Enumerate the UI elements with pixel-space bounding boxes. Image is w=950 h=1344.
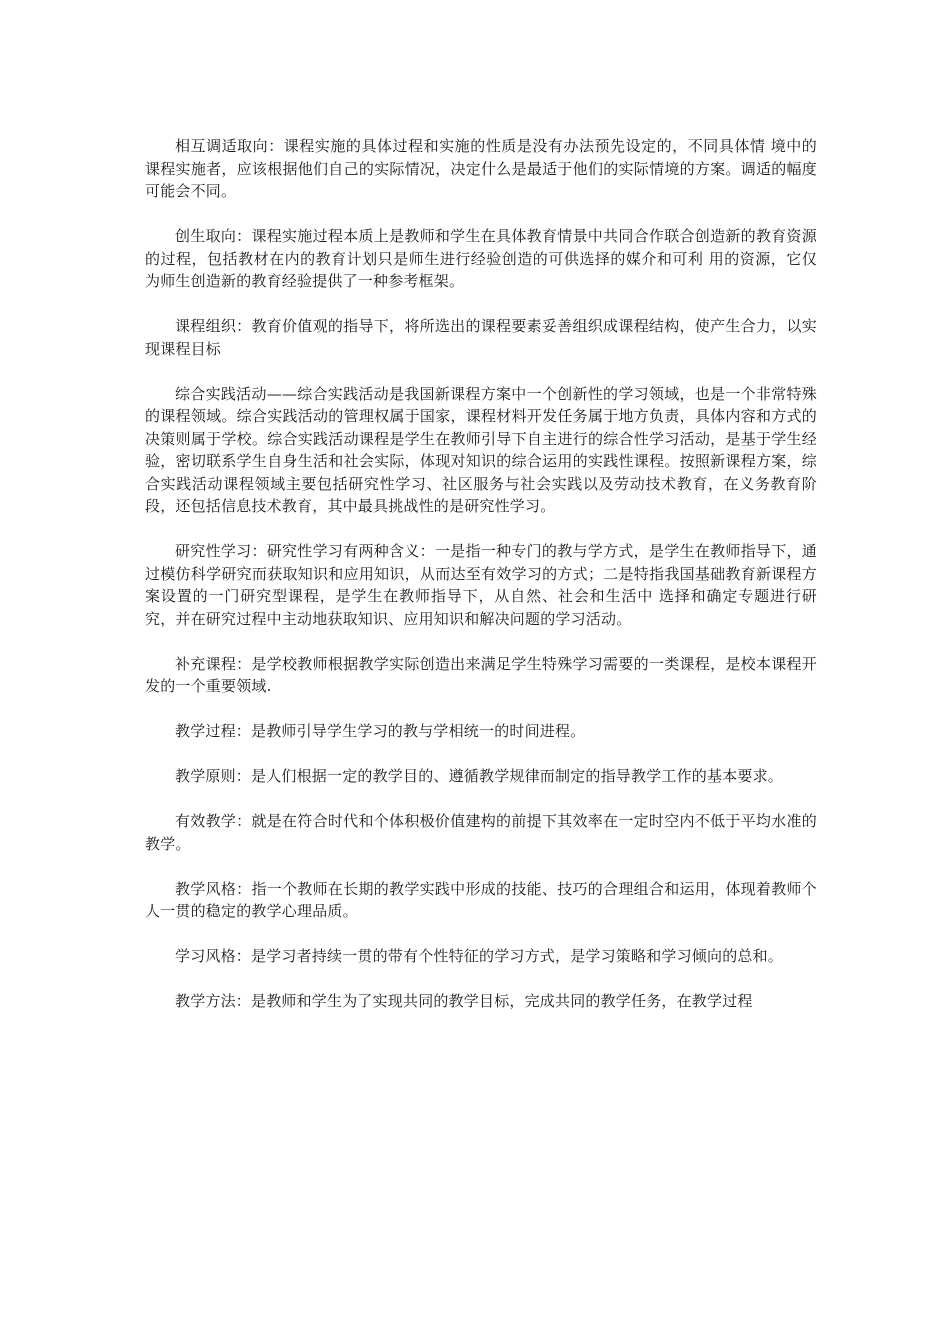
paragraph-mutual-adaptation: 相互调适取向：课程实施的具体过程和实施的性质是没有办法预先设定的，不同具体情 境中的课程实施者，应该根据他们自己的实际情况，决定什么是最适于他们的实际情境的方案。调适的幅度可能会不同。 — [145, 137, 817, 200]
paragraph-teaching-principles: 教学原则：是人们根据一定的教学目的、遵循教学规律而制定的指导教学工作的基本要求。 — [175, 767, 784, 785]
paragraph-teaching-methods: 教学方法：是教师和学生为了实现共同的教学目标，完成共同的教学任务，在教学过程 — [175, 992, 753, 1010]
document-body — [145, 135, 817, 1035]
paragraph-supplementary-curriculum: 补充课程：是学校教师根据教学实际创造出来满足学生特殊学习需要的一类课程，是校本课程开发的一个重要领域. — [145, 654, 817, 695]
paragraph-effective-teaching: 有效教学：就是在符合时代和个体积极价值建构的前提下其效率在一定时空内不低于平均水准的教学。 — [145, 812, 817, 853]
paragraph-learning-style: 学习风格：是学习者持续一贯的带有个性特征的学习方式，是学习策略和学习倾向的总和。 — [175, 947, 784, 965]
paragraph-comprehensive-practice: 综合实践活动——综合实践活动是我国新课程方案中一个创新性的学习领域，也是一个非常特殊的课程领域。综合实践活动的管理权属于国家，课程材料开发任务属于地方负责，具体内容和方式的决策则属于学校。综合实践活动课程是学生在教师引导下自主进行的综合性学习活动，是基于学生经验，密切联系学生自身生活和社会实际，体现对知识的综合运用的实践性课程。按照新课程方案，综合实践活动课程领域主要包括研究性学习、社区服务与社会实践以及劳动技术教育，在义务教育阶段，还包括信息技术教育，其中最具挑战性的是研究性学习。 — [145, 384, 817, 515]
paragraph-curriculum-organization: 课程组织：教育价值观的指导下，将所选出的课程要素妥善组织成课程结构，使产生合力，以实现课程目标 — [145, 317, 817, 358]
paragraph-teaching-style: 教学风格：指一个教师在长期的教学实践中形成的技能、技巧的合理组合和运用，体现着教师个人一贯的稳定的教学心理品质。 — [145, 879, 817, 920]
paragraph-enactment-orientation: 创生取向：课程实施过程本质上是教师和学生在具体教育情景中共同合作联合创造新的教育资源的过程，包括教材在内的教育计划只是师生进行经验创造的可供选择的媒介和可利 用的资源，它仅为师生创造新的教育经验提供了一种参考框架。 — [145, 227, 817, 290]
paragraph-teaching-process: 教学过程：是教师引导学生学习的教与学相统一的时间进程。 — [175, 722, 586, 740]
paragraph-research-learning: 研究性学习：研究性学习有两种含义：一是指一种专门的教与学方式，是学生在教师指导下，通过模仿科学研究而获取知识和应用知识，从而达至有效学习的方式；二是特指我国基础教育新课程方案设置的一门研究型课程，是学生在教师指导下，从自然、社会和生活中 选择和确定专题进行研究，并在研究过程中主动地获取知识、应用知识和解决问题的学习活动。 — [145, 542, 817, 628]
